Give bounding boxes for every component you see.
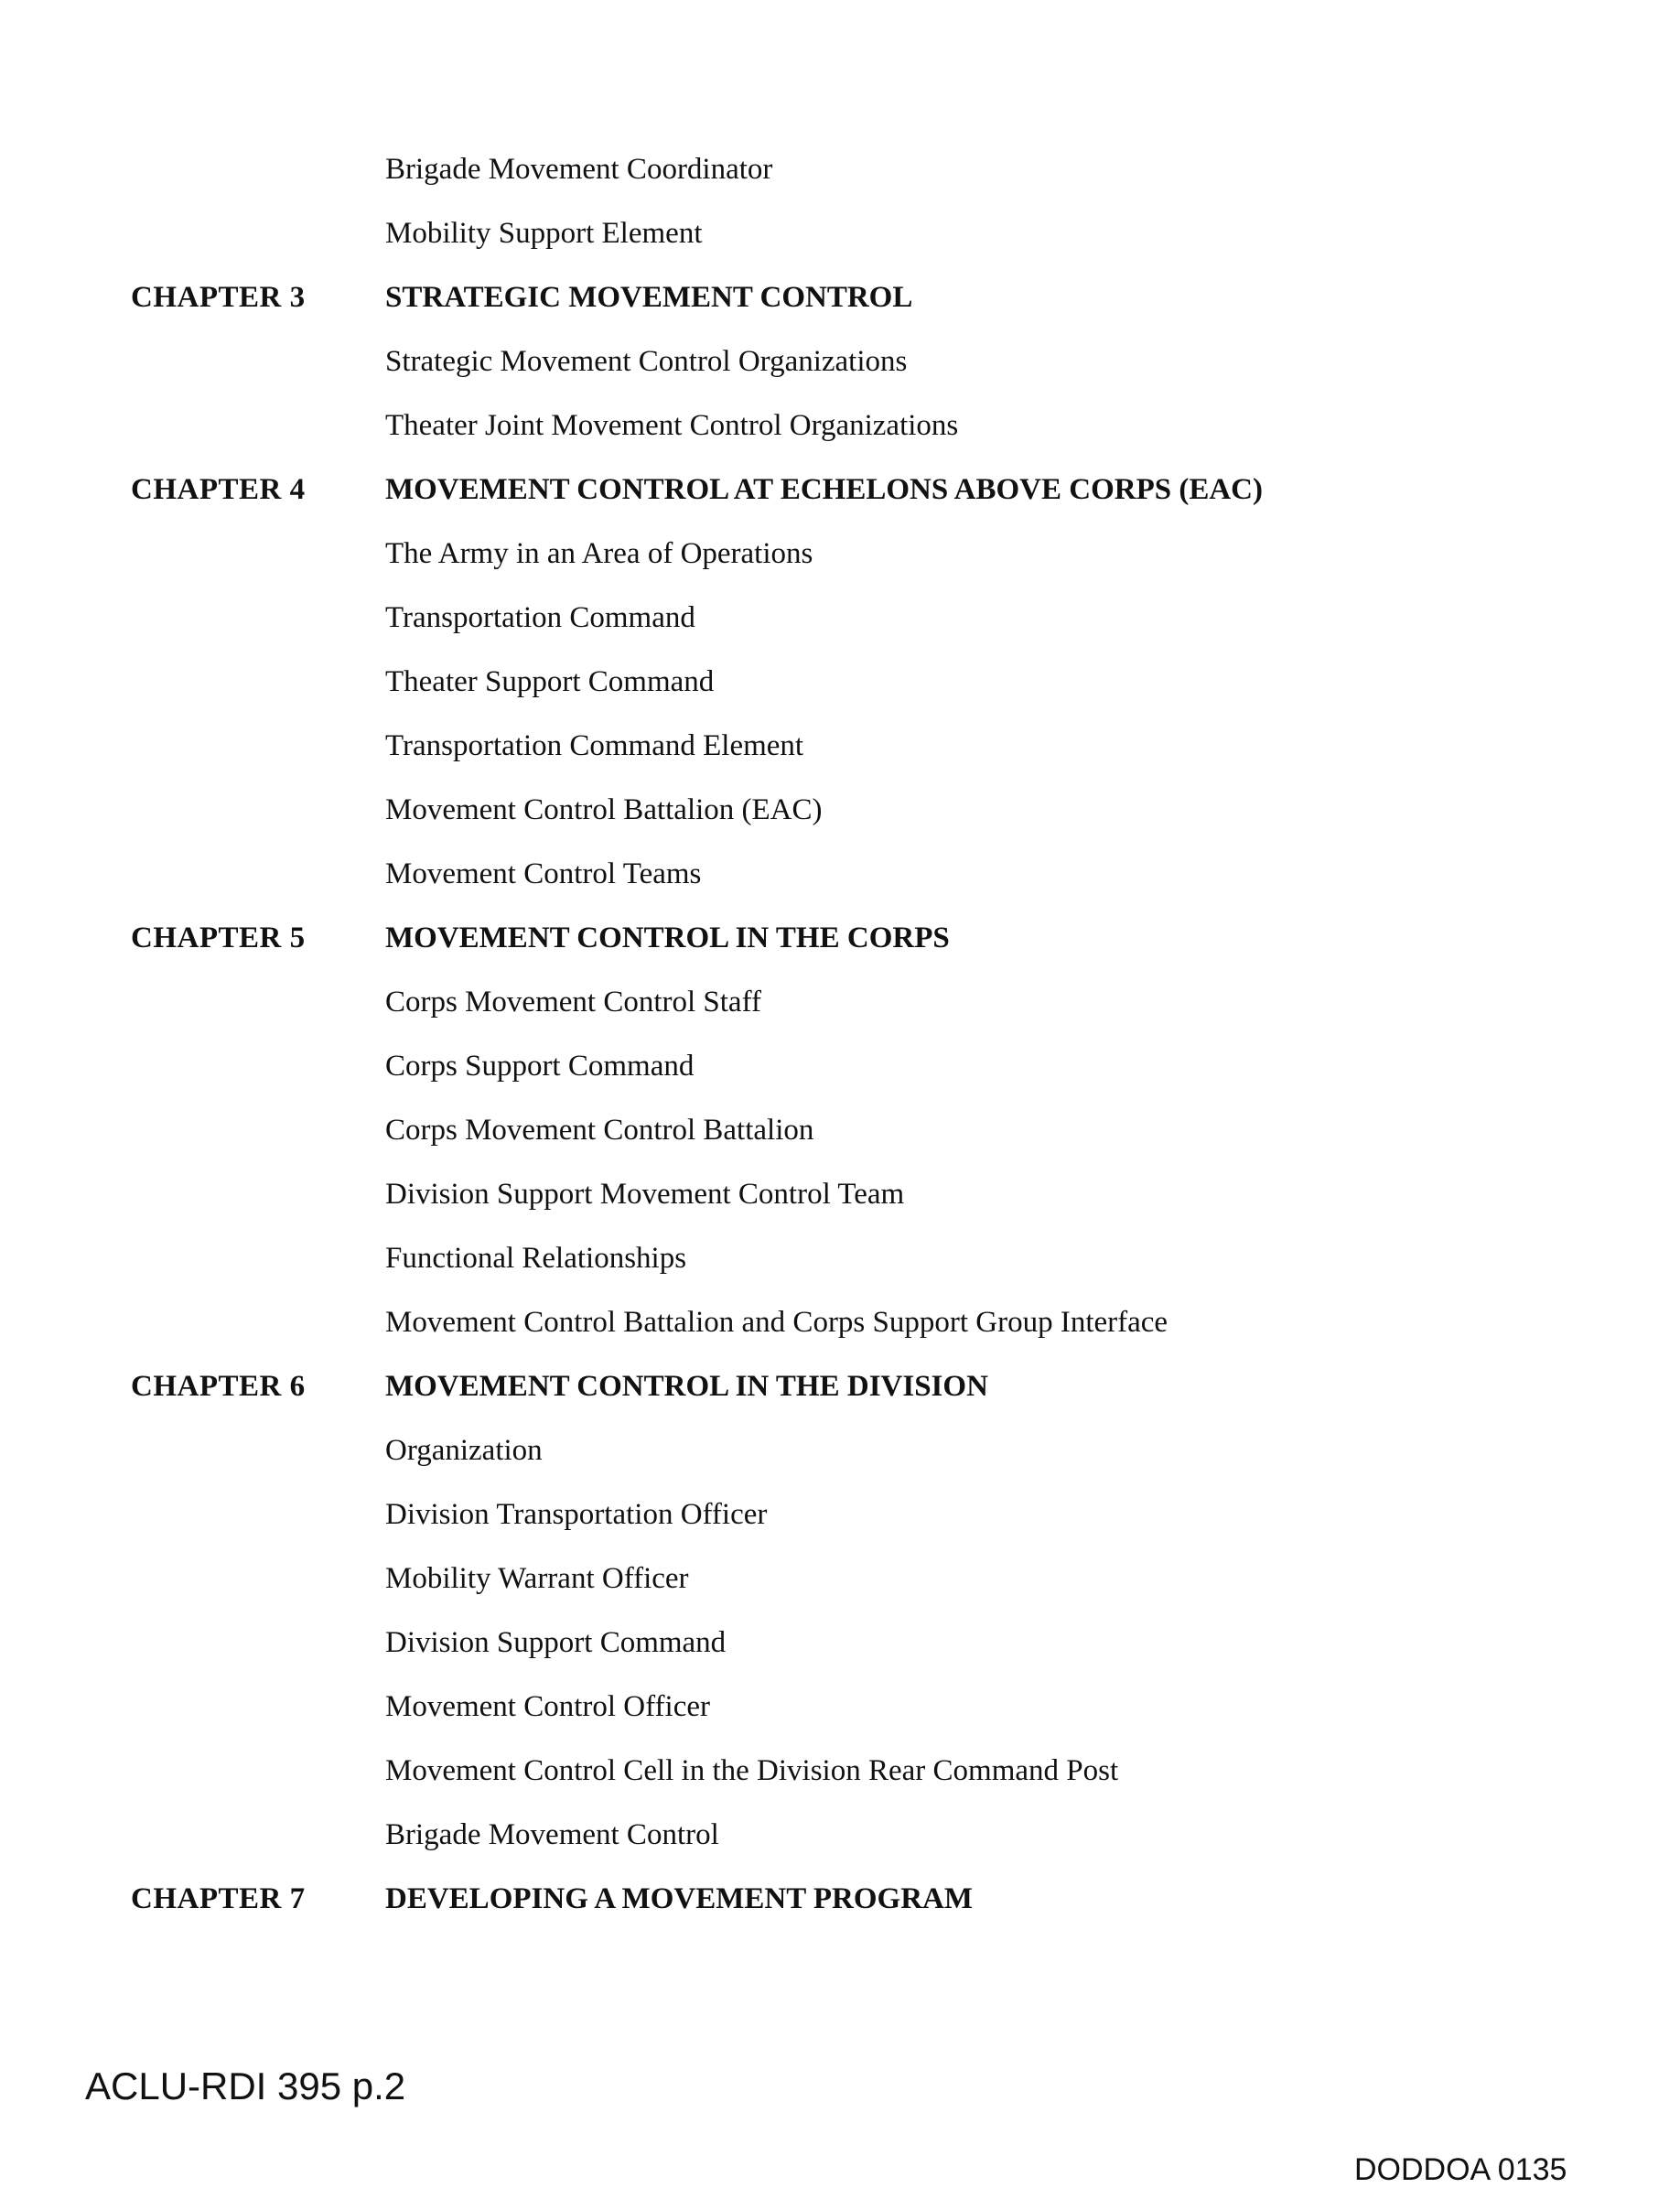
chapter-label: CHAPTER 3 [131, 281, 306, 314]
toc-entry-text: Movement Control Cell in the Division Rear Command Post [385, 1754, 1119, 1787]
toc-entry [0, 1547, 1680, 1611]
toc-entry-text: Brigade Movement Control [385, 1818, 719, 1851]
chapter-heading [0, 906, 1680, 970]
bates-stamp: DODDOA 0135 [1354, 2152, 1567, 2187]
toc-entry-text: Organization [385, 1434, 543, 1467]
chapter-heading [0, 1867, 1680, 1931]
chapter-label: CHAPTER 4 [131, 473, 306, 506]
chapter-title: STRATEGIC MOVEMENT CONTROL [385, 281, 913, 314]
chapter-label: CHAPTER 6 [131, 1370, 306, 1403]
toc-entry [0, 201, 1680, 265]
toc-entry [0, 778, 1680, 842]
toc-entry [0, 1290, 1680, 1354]
toc-entry-text: Transportation Command Element [385, 729, 804, 762]
toc-entry [0, 586, 1680, 650]
toc-entry-text: Division Transportation Officer [385, 1498, 768, 1531]
toc-entry [0, 329, 1680, 393]
toc-entry-text: Corps Support Command [385, 1050, 695, 1083]
chapter-title: DEVELOPING A MOVEMENT PROGRAM [385, 1882, 974, 1915]
toc-entry-text: Division Support Movement Control Team [385, 1178, 905, 1211]
toc-entry [0, 1034, 1680, 1098]
toc-entry-text: Strategic Movement Control Organizations [385, 345, 908, 378]
toc-entry [0, 650, 1680, 714]
chapter-heading [0, 458, 1680, 522]
toc-entry-text: Corps Movement Control Staff [385, 986, 761, 1019]
chapter-heading [0, 265, 1680, 329]
chapter-label: CHAPTER 7 [131, 1882, 306, 1915]
toc-entry [0, 1675, 1680, 1739]
toc-entry-text: Corps Movement Control Battalion [385, 1114, 814, 1147]
toc-entry-text: Functional Relationships [385, 1242, 687, 1275]
chapter-label: CHAPTER 5 [131, 922, 306, 954]
toc-entry [0, 393, 1680, 458]
toc-entry [0, 1803, 1680, 1867]
toc-entry [0, 842, 1680, 906]
toc-entry [0, 1418, 1680, 1482]
chapter-title: MOVEMENT CONTROL AT ECHELONS ABOVE CORPS (EAC) [385, 473, 1263, 506]
toc-entry [0, 137, 1680, 201]
toc-entry [0, 1611, 1680, 1675]
toc-entry-text: The Army in an Area of Operations [385, 537, 813, 570]
toc-entry [0, 1739, 1680, 1803]
toc-entry-text: Mobility Warrant Officer [385, 1562, 689, 1595]
toc-entry-text: Transportation Command [385, 601, 695, 634]
toc-entry [0, 1226, 1680, 1290]
toc-entry-text: Movement Control Battalion (EAC) [385, 793, 823, 826]
toc-entry-text: Movement Control Teams [385, 857, 702, 890]
toc-entry [0, 1162, 1680, 1226]
toc-entry [0, 1098, 1680, 1162]
toc-entry-text: Movement Control Officer [385, 1690, 710, 1723]
toc-entry [0, 714, 1680, 778]
chapter-heading [0, 1354, 1680, 1418]
chapter-title: MOVEMENT CONTROL IN THE CORPS [385, 922, 950, 954]
toc-entry [0, 522, 1680, 586]
toc-entry-text: Mobility Support Element [385, 217, 703, 250]
toc-entry [0, 1482, 1680, 1547]
toc-entry [0, 970, 1680, 1034]
toc-entry-text: Theater Support Command [385, 665, 715, 698]
document-id: ACLU-RDI 395 p.2 [85, 2064, 406, 2107]
toc-entry-text: Theater Joint Movement Control Organizations [385, 409, 959, 442]
toc-entry-text: Movement Control Battalion and Corps Support Group Interface [385, 1306, 1168, 1339]
table-of-contents [0, 137, 1680, 1931]
toc-entry-text: Division Support Command [385, 1626, 727, 1659]
toc-entry-text: Brigade Movement Coordinator [385, 153, 773, 186]
chapter-title: MOVEMENT CONTROL IN THE DIVISION [385, 1370, 988, 1403]
